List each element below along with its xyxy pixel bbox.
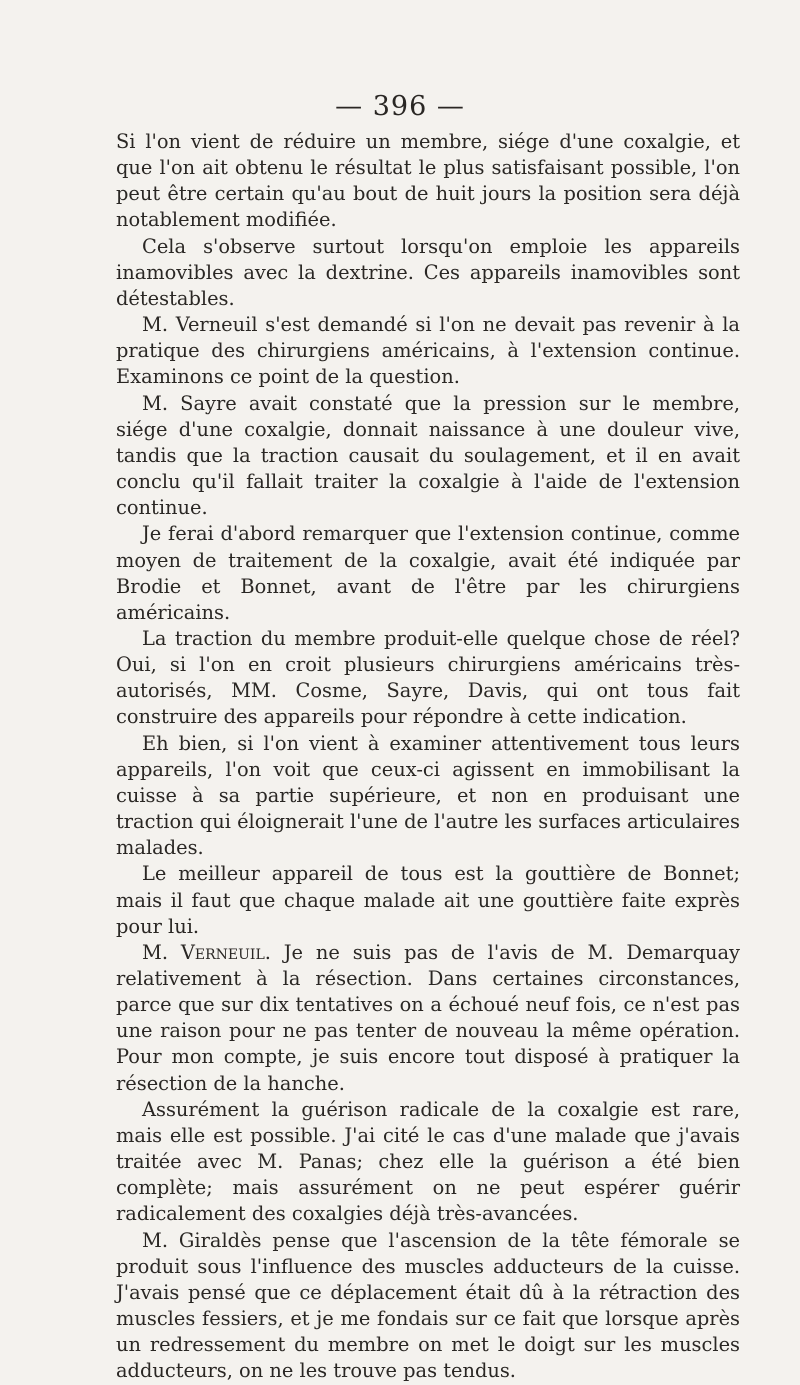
speaker-prefix: M. (142, 940, 169, 964)
paragraph-8: Le meilleur appareil de tous est la gouttière de Bonnet; mais il faut que chaque malade ait une gouttière faite exprès pour lui. (116, 862, 740, 938)
paragraph-4: M. Sayre avait constaté que la pression sur le membre, siége d'une coxalgie, donnait naissance à une douleur vive, tandis que la traction causait du soulagement, et il en avait conclu qu'il fallait traiter la coxalgie à l'aide de l'extension continue. (116, 391, 740, 520)
speaker-name: Verneuil (180, 940, 265, 964)
paragraph-1: Si l'on vient de réduire un membre, siége d'une coxalgie, et que l'on ait obtenu le résultat le plus satisfaisant possible, l'on peut être certain qu'au bout de huit jours la position sera déjà notablement modifiée. (116, 130, 740, 232)
paragraph-2: Cela s'observe surtout lorsqu'on emploie les appareils inamovibles avec la dextrine. Ces appareils inamovibles sont détestables. (116, 234, 740, 310)
paragraph-7: Eh bien, si l'on vient à examiner attentivement tous leurs appareils, l'on voit que ceux-ci agissent en immobilisant la cuisse à sa partie supérieure, et non en produisant une traction qui éloignerait l'une de l'autre les surfaces articulaires malades. (116, 731, 740, 860)
paragraph-6: La traction du membre produit-elle quelque chose de réel? Oui, si l'on en croit plusieurs chirurgiens américains très-autorisés, MM. Cosme, Sayre, Davis, qui ont tous fait construire des appareils pour répondre à cette indication. (116, 626, 740, 729)
paragraph-11: M. Giraldès pense que l'ascension de la tête fémorale se produit sous l'influence des muscles adducteurs de la cuisse. J'avais pensé que ce déplacement était dû à la rétraction des muscles fessiers, et je me fondais sur ce fait que lorsque après un redressement du membre on met le doigt sur les muscles adducteurs, on ne les trouve pas tendus. (116, 1228, 740, 1383)
page-body (116, 129, 740, 1385)
verneuil-reply-text: . Je ne suis pas de l'avis de M. Demarquay relativement à la résection. Dans certaines circonstances, parce que sur dix tentatives on a échoué neuf fois, ce n'est pas une raison pour ne pas tenter de nouveau la même opération. Pour mon compte, je suis encore tout disposé à pratiquer la résection de la hanche. (116, 940, 740, 1095)
paragraph-10: Assurément la guérison radicale de la coxalgie est rare, mais elle est possible. J'ai cité le cas d'une malade que j'avais traitée avec M. Panas; chez elle la guérison a été bien complète; mais assurément on ne peut espérer guérir radicalement des coxalgies déjà très-avancées. (116, 1097, 740, 1226)
page-number: — 396 — (335, 91, 465, 122)
paragraph-verneuil-reply (116, 940, 740, 1097)
paragraph-3: M. Verneuil s'est demandé si l'on ne devait pas revenir à la pratique des chirurgiens américains, à l'extension continue. Examinons ce point de la question. (116, 313, 740, 389)
paragraph-5: Je ferai d'abord remarquer que l'extension continue, comme moyen de traitement de la coxalgie, avait été indiquée par Brodie et Bonnet, avant de l'être par les chirurgiens américains. (116, 522, 740, 624)
